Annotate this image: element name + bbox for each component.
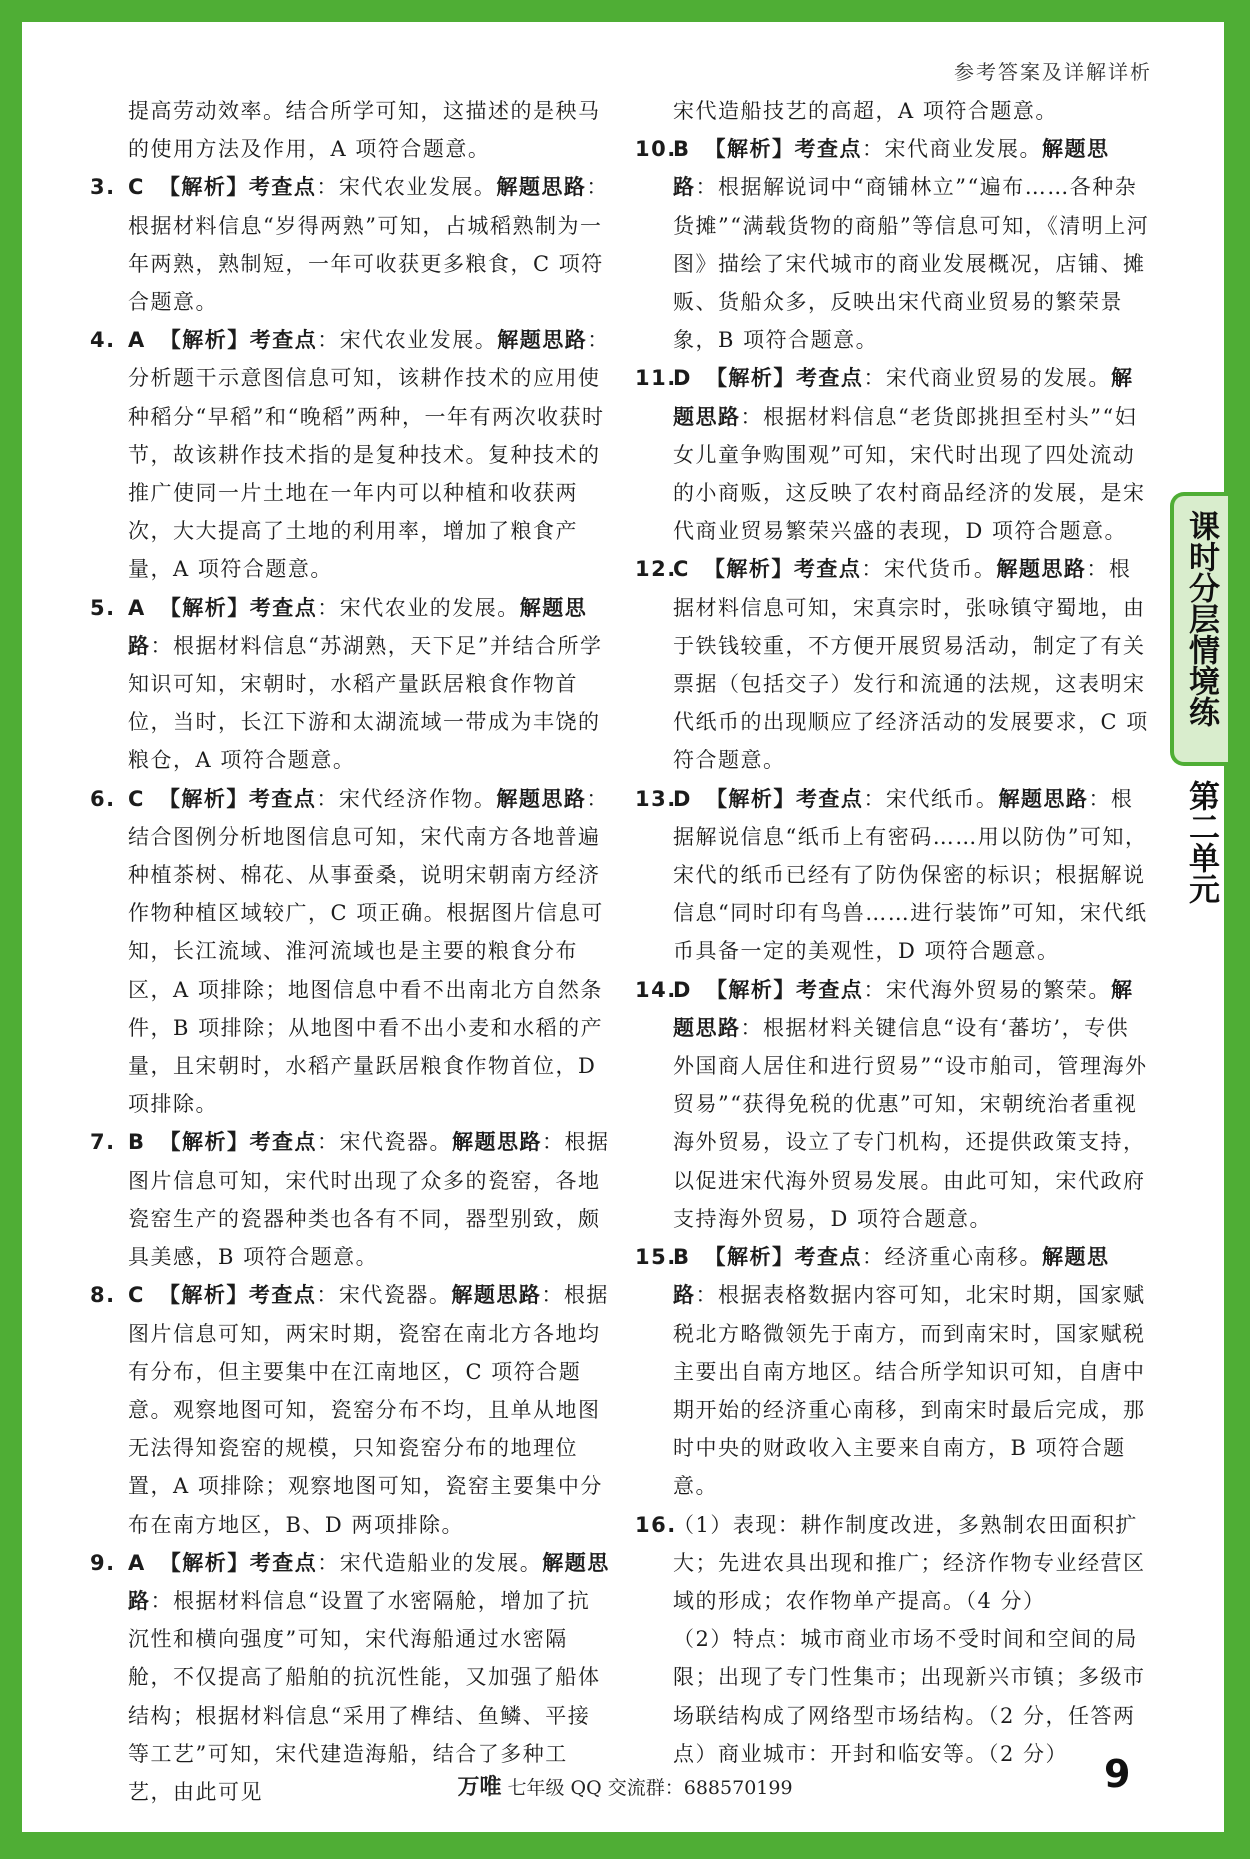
answer-item — [635, 92, 1150, 130]
question-number: 9. — [90, 1550, 116, 1575]
left-column — [90, 92, 610, 1811]
answer-item — [90, 92, 610, 168]
answer-t1: ：宋代商业贸易的发展。 — [863, 366, 1111, 391]
answer-k2: 解题思路 — [673, 366, 1134, 429]
answer-tag: 【解析】 — [159, 1130, 250, 1155]
question-number: 12. — [635, 557, 677, 582]
answer-k2: 解题思路 — [497, 328, 588, 353]
answer-tag: 【解析】 — [705, 366, 796, 391]
answer-body — [635, 1506, 1150, 1621]
answer-t2: ：根据材料信息可知，宋真宗时，张咏镇守蜀地，由于铁钱较重，不方便开展贸易活动，制定了有关票据（包括交子）发行和流通的法规，这表明宋代纸币的出现顺应了经济活动的发展要求，C 项符合题意。 — [673, 557, 1149, 773]
question-number: 14. — [635, 977, 677, 1002]
answer-k2: 解题思路 — [998, 786, 1089, 811]
answer-k1: 考查点 — [794, 137, 863, 162]
answer-ans: C — [128, 1283, 145, 1308]
answer-k1: 考查点 — [249, 1550, 318, 1575]
question-number: 13. — [635, 786, 677, 811]
answer-item — [635, 780, 1150, 971]
answer-t1: ：宋代农业发展。 — [316, 175, 497, 200]
answer-tag: 【解析】 — [705, 786, 796, 811]
answer-t2: ：根据图片信息可知，两宋时期，瓷窑在南北方各地均有分布，但主要集中在江南地区，C 项符合题意。观察地图可知，瓷窑分布不均，且单从地图无法得知瓷窑的规模，只知瓷窑分布的地理位置，A 项排除；观察地图可知，瓷窑主要集中分布在南方地区，B、D 两项排除。 — [128, 1283, 609, 1537]
answer-body — [90, 1276, 610, 1543]
answer-t2: ：根据材料信息“设置了水密隔舱，增加了抗沉性和横向强度”可知，宋代海船通过水密隔舱，不仅提高了船舶的抗沉性能，又加强了船体结构；根据材料信息“采用了榫结、鱼鳞、平接等工艺”可知，宋代建造海船，结合了多种工艺，由此可见 — [128, 1588, 601, 1804]
answer-tag: 【解析】 — [159, 328, 250, 353]
answer-tag: 【解析】 — [703, 557, 794, 582]
answer-k2: 解题思路 — [996, 557, 1087, 582]
answer-k1: 考查点 — [248, 1283, 317, 1308]
answer-text: （2）特点：城市商业市场不受时间和空间的局限；出现了专门性集市；出现新兴市镇；多级市场联结构成了网络型市场结构。（2 分，任答两点）商业城市：开封和临安等。（2 分） — [673, 1627, 1146, 1766]
answer-ans: B — [673, 1245, 691, 1270]
answer-tag: 【解析】 — [704, 137, 795, 162]
answer-t2: ：根据表格数据内容可知，北宋时期，国家赋税北方略微领先于南方，而到南宋时，国家赋税主要出自南方地区。结合所学知识可知，自唐中期开始的经济重心南移，到南宋时最后完成，那时中央的财政收入主要来自南方，B 项符合题意。 — [673, 1283, 1146, 1499]
answer-k1: 考查点 — [249, 328, 318, 353]
page-footer — [0, 1770, 1250, 1801]
answer-ans: C — [128, 175, 145, 200]
answer-t2: ：结合图例分析地图信息可知，宋代南方各地普遍种植茶树、棉花、从事蚕桑，说明宋朝南方经济作物种植区域较广，C 项正确。根据图片信息可知，长江流域、淮河流域也是主要的粮食分布区，A 项排除；地图信息中看不出南北方自然条件，B 项排除；从地图中看不出小麦和水稻的产量，且宋朝时，水稻产量跃居粮食作物首位，D 项排除。 — [128, 786, 609, 1117]
border-left — [0, 0, 22, 1859]
answer-ans: A — [128, 328, 146, 353]
question-number: 4. — [90, 328, 116, 353]
answer-item — [90, 168, 610, 321]
question-number: 11. — [635, 366, 677, 391]
answer-body — [635, 130, 1150, 359]
answer-body — [635, 550, 1150, 779]
answer-item — [90, 321, 610, 588]
answer-k2: 解题思路 — [452, 1130, 543, 1155]
answer-ans: A — [128, 1550, 146, 1575]
answer-t1: ：宋代瓷器。 — [316, 1283, 452, 1308]
answer-body — [635, 359, 1150, 550]
answer-t2: ：根据材料信息“苏湖熟，天下足”并结合所学知识可知，宋朝时，水稻产量跃居粮食作物首位，当时，长江下游和太湖流域一带成为丰饶的粮仓，A 项符合题意。 — [128, 633, 603, 773]
right-column — [635, 92, 1150, 1773]
answer-t1: ：宋代瓷器。 — [317, 1130, 453, 1155]
answer-item — [90, 589, 610, 780]
answer-ans: D — [673, 977, 692, 1002]
footer-text: 七年级 QQ 交流群：688570199 — [507, 1777, 793, 1799]
side-tab-course — [1170, 492, 1228, 766]
answer-k2: 解题思路 — [451, 1283, 542, 1308]
answer-k1: 考查点 — [248, 786, 317, 811]
question-number: 15. — [635, 1245, 677, 1270]
question-number: 7. — [90, 1130, 116, 1155]
answer-k1: 考查点 — [795, 786, 864, 811]
answer-k1: 考查点 — [249, 1130, 318, 1155]
question-number: 6. — [90, 786, 116, 811]
answer-t2: ：分析题干示意图信息可知，该耕作技术的应用使种稻分“早稻”和“晚稻”两种，一年有两次收获时节，故该耕作技术指的是复种技术。复种技术的推广使同一片土地在一年内可以种植和收获两次，大大提高了土地的利用率，增加了粮食产量，A 项符合题意。 — [128, 328, 610, 582]
answer-body — [90, 780, 610, 1124]
side-unit-label: 第二单元 — [1183, 780, 1219, 904]
answer-ans: C — [673, 557, 690, 582]
answer-tag: 【解析】 — [705, 977, 796, 1002]
answer-ans: B — [128, 1130, 146, 1155]
answer-tag: 【解析】 — [159, 1550, 250, 1575]
answer-t1: ：宋代纸币。 — [863, 786, 999, 811]
answer-item — [635, 1238, 1150, 1505]
page-header: 参考答案及详解详析 — [954, 60, 1152, 84]
answer-body — [635, 1620, 1150, 1773]
answer-t2: ：根据材料信息“岁得两熟”可知，占城稻熟制为一年两熟，熟制短，一年可收获更多粮食，C 项符合题意。 — [128, 175, 609, 315]
answer-k2: 解题思路 — [128, 595, 588, 658]
answer-item — [635, 1506, 1150, 1621]
answer-body — [635, 1238, 1150, 1505]
question-number: 16. — [635, 1512, 677, 1537]
answer-t2: ：根据解说词中“商铺林立”“遍布……各种杂货摊”“满载货物的商船”等信息可知，《清明上河图》描绘了宋代城市的商业发展概况，店铺、摊贩、货船众多，反映出宋代商业贸易的繁荣景象，B 项符合题意。 — [673, 175, 1150, 353]
answer-k1: 考查点 — [248, 175, 317, 200]
answer-body — [90, 92, 610, 168]
border-top — [0, 0, 1250, 22]
answer-k1: 考查点 — [794, 1245, 863, 1270]
answer-ans: D — [673, 366, 692, 391]
answer-ans: A — [128, 595, 146, 620]
answer-t2: ：根据材料关键信息“设有‘蕃坊’，专供外国商人居住和进行贸易”“设市舶司，管理海外贸易”“获得免税的优惠”可知，宋朝统治者重视海外贸易，设立了专门机构，还提供政策支持，以促进宋代海外贸易发展。由此可知，宋代政府支持海外贸易，D 项符合题意。 — [673, 1015, 1148, 1231]
answer-item — [90, 1276, 610, 1543]
answer-body — [635, 780, 1150, 971]
question-number: 3. — [90, 175, 116, 200]
answer-k2: 解题思路 — [673, 1245, 1110, 1308]
answer-ans: C — [128, 786, 145, 811]
answer-k2: 解题思路 — [128, 1550, 610, 1613]
border-right-top — [1224, 0, 1250, 1859]
answer-t1: ：经济重心南移。 — [862, 1245, 1043, 1270]
answer-text: 宋代造船技艺的高超，A 项符合题意。 — [673, 99, 1058, 123]
answer-k1: 考查点 — [795, 977, 864, 1002]
answer-item — [635, 130, 1150, 359]
answer-text: （1）表现：耕作制度改进，多熟制农田面积扩大；先进农具出现和推广；经济作物专业经营区域的形成；农作物单产提高。（4 分） — [673, 1512, 1146, 1613]
answer-k1: 考查点 — [249, 595, 318, 620]
answer-k2: 解题思路 — [496, 175, 587, 200]
answer-item — [90, 780, 610, 1124]
answer-t1: ：宋代农业的发展。 — [317, 595, 520, 620]
question-number: 10. — [635, 137, 677, 162]
answer-k2: 解题思路 — [673, 137, 1110, 200]
answer-tag: 【解析】 — [158, 1283, 249, 1308]
answer-item — [635, 359, 1150, 550]
answer-item — [635, 1620, 1150, 1773]
side-tab-label: 课时分层情境练 — [1183, 510, 1219, 727]
answer-body — [90, 321, 610, 588]
answer-item — [635, 550, 1150, 779]
border-bottom — [0, 1832, 1250, 1859]
answer-k2: 解题思路 — [496, 786, 587, 811]
answer-t1: ：宋代农业发展。 — [317, 328, 498, 353]
answer-k2: 解题思路 — [673, 977, 1134, 1040]
answer-t2: ：根据解说信息“纸币上有密码……用以防伪”可知，宋代的纸币已经有了防伪保密的标识；根据解说信息“同时印有鸟兽……进行装饰”可知，宋代纸币具备一定的美观性，D 项符合题意。 — [673, 786, 1148, 964]
answer-body — [90, 1123, 610, 1276]
answer-body — [635, 971, 1150, 1238]
answer-ans: B — [673, 137, 691, 162]
answer-k1: 考查点 — [793, 557, 862, 582]
answer-tag: 【解析】 — [158, 786, 249, 811]
answer-t1: ：宋代海外贸易的繁荣。 — [863, 977, 1111, 1002]
answer-item — [90, 1123, 610, 1276]
side-tab-unit — [1174, 780, 1228, 920]
answer-body — [635, 92, 1150, 130]
answer-body — [90, 589, 610, 780]
question-number: 5. — [90, 595, 116, 620]
answer-t2: ：根据材料信息“老货郎挑担至村头”“妇女儿童争购围观”可知，宋代时出现了四处流动的小商贩，这反映了农村商品经济的发展，是宋代商业贸易繁荣兴盛的表现，D 项符合题意。 — [673, 404, 1146, 544]
answer-t2: ：根据图片信息可知，宋代时出现了众多的瓷窑，各地瓷窑生产的瓷器种类也各有不同，器型别致，颇具美感，B 项符合题意。 — [128, 1130, 610, 1270]
answer-t1: ：宋代造船业的发展。 — [317, 1550, 543, 1575]
answer-tag: 【解析】 — [704, 1245, 795, 1270]
answer-t1: ：宋代货币。 — [861, 557, 997, 582]
page-number: 9 — [1104, 1752, 1131, 1796]
answer-t1: ：宋代商业发展。 — [862, 137, 1043, 162]
footer-brand: 万唯 — [457, 1775, 502, 1800]
answer-ans: D — [673, 786, 692, 811]
question-number: 8. — [90, 1283, 116, 1308]
answer-tag: 【解析】 — [158, 175, 249, 200]
answer-t1: ：宋代经济作物。 — [316, 786, 497, 811]
answer-item — [635, 971, 1150, 1238]
answer-tag: 【解析】 — [159, 595, 250, 620]
answer-text: 提高劳动效率。结合所学可知，这描述的是秧马的使用方法及作用，A 项符合题意。 — [128, 99, 601, 162]
answer-k1: 考查点 — [795, 366, 864, 391]
answer-body — [90, 168, 610, 321]
